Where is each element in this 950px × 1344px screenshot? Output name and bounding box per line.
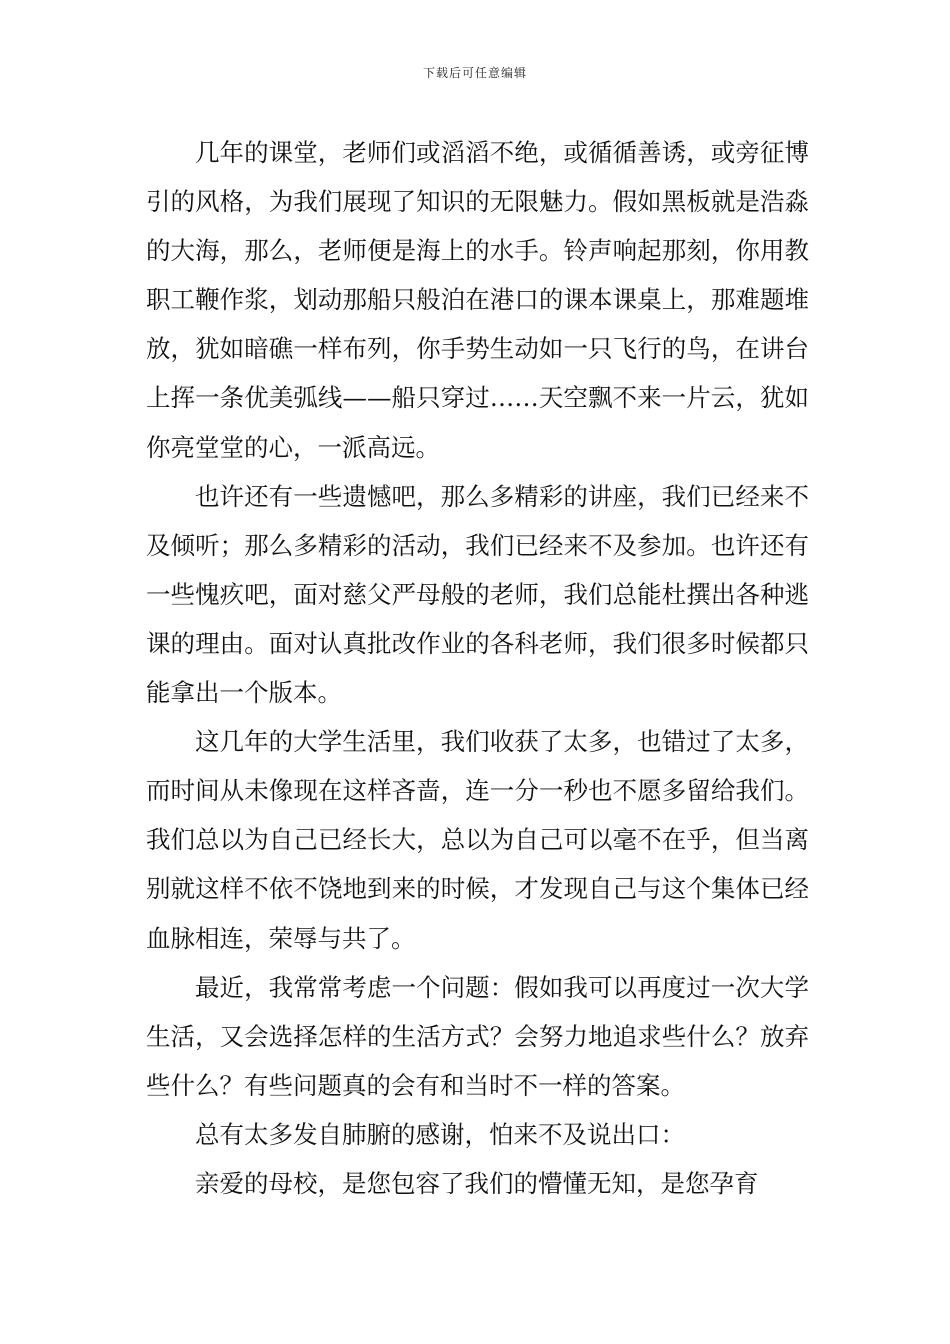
paragraph-1: 几年的课堂，老师们或滔滔不绝，或循循善诱，或旁征博引的风格，为我们展现了知识的无限魅力。假如黑板就是浩淼的大海，那么，老师便是海上的水手。铃声响起那刻，你用教职工鞭作浆，划动那船只般泊在港口的课本课桌上，那难题堆放，犹如暗礁一样布列，你手势生动如一只飞行的鸟，在讲台上挥一条优美弧线——船只穿过……天空飘不来一片云，犹如你亮堂堂的心，一派高远。 (146, 138, 809, 462)
paragraph-2: 也许还有一些遗憾吧，那么多精彩的讲座，我们已经来不及倾听；那么多精彩的活动，我们已经来不及参加。也许还有一些愧疚吧，面对慈父严母般的老师，我们总能杜撰出各种逃课的理由。面对认真批改作业的各科老师，我们很多时候都只能拿出一个版本。 (146, 481, 809, 708)
paragraph-5: 总有太多发自肺腑的感谢，怕来不及说出口： (195, 1119, 685, 1149)
paragraph-6: 亲爱的母校，是您包容了我们的懵懂无知，是您孕育 (195, 1168, 759, 1198)
page-header-note: 下载后可任意编辑 (422, 66, 527, 80)
document-body (146, 128, 809, 1208)
paragraph-4: 最近，我常常考虑一个问题：假如我可以再度过一次大学生活，又会选择怎样的生活方式？会努力地追求些什么？放弃些什么？有些问题真的会有和当时不一样的答案。 (146, 972, 809, 1100)
paragraph-3: 这几年的大学生活里，我们收获了太多，也错过了太多，而时间从未像现在这样吝啬，连一分一秒也不愿多留给我们。我们总以为自己已经长大，总以为自己可以毫不在乎，但当离别就这样不依不饶地到来的时候，才发现自己与这个集体已经血脉相连，荣辱与共了。 (146, 727, 809, 953)
